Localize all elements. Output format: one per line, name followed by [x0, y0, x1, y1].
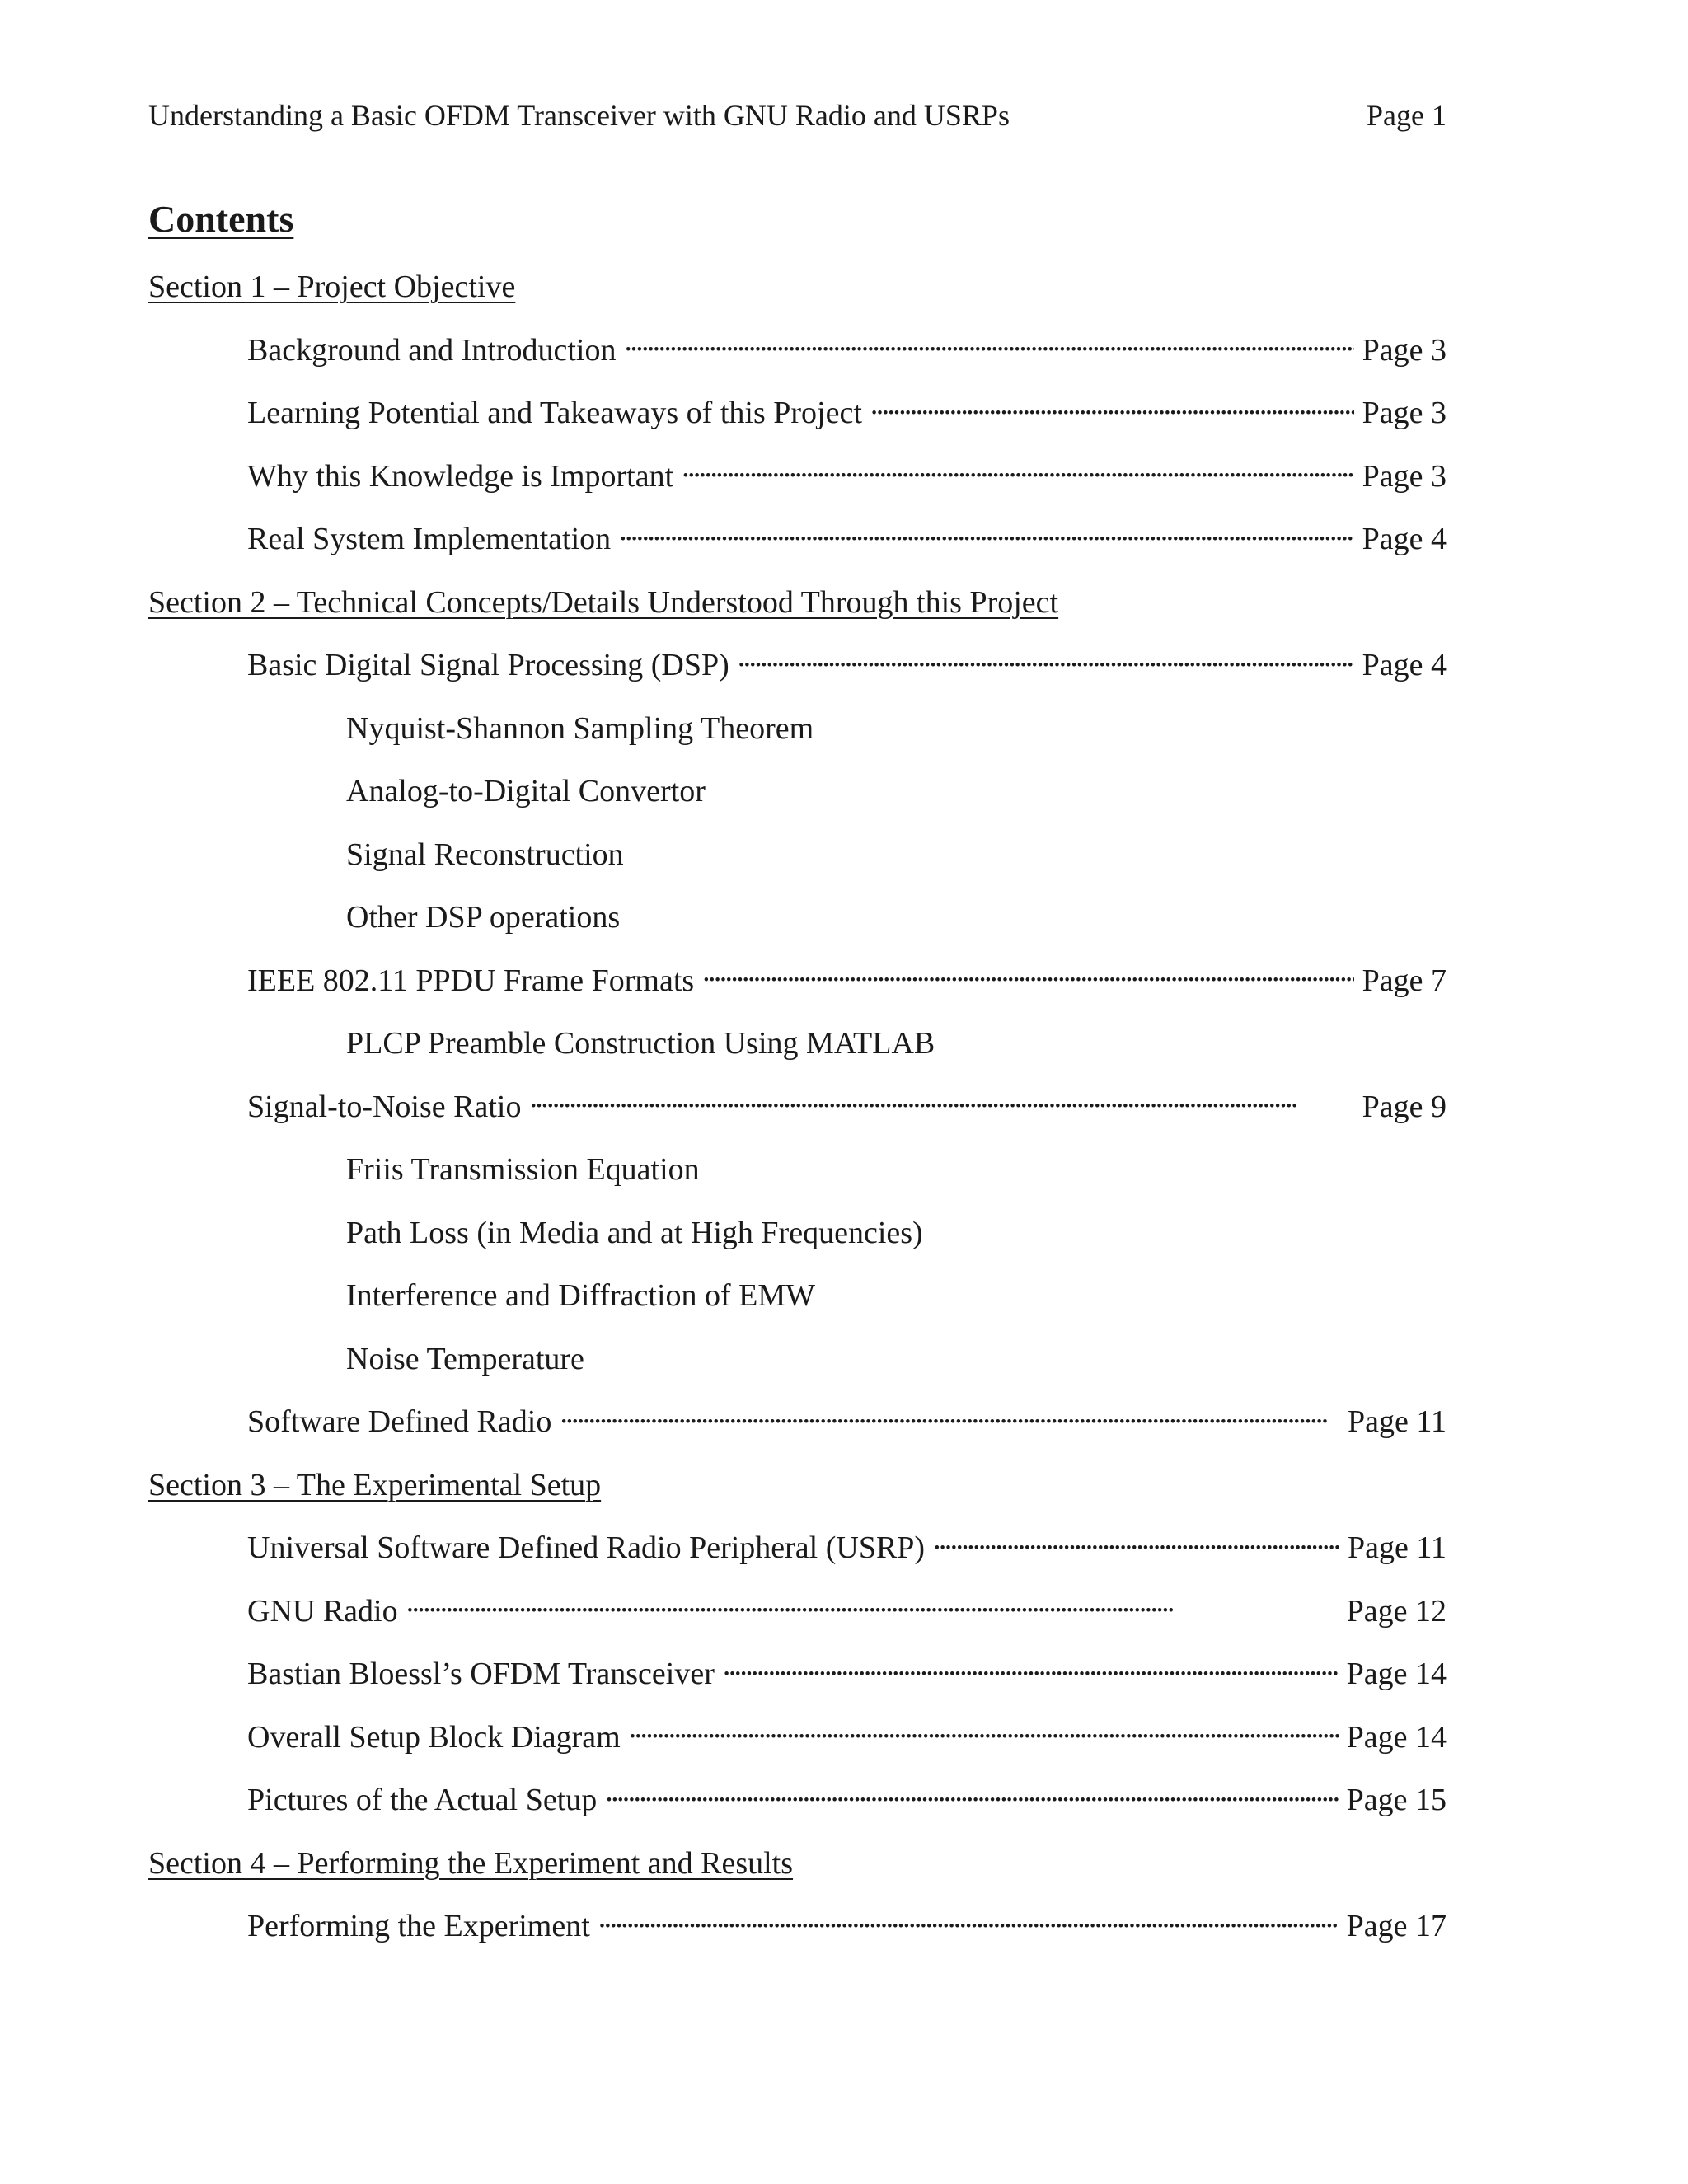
dot-leader — [870, 391, 1354, 423]
toc-entry-title: Section 4 – Performing the Experiment and Results — [148, 1845, 794, 1881]
table-of-contents — [0, 262, 1688, 1965]
toc-subentry — [0, 704, 1688, 767]
toc-page-number: Page 3 — [1362, 458, 1447, 494]
toc-entry-title: Real System Implementation — [247, 522, 612, 556]
toc-entry-title: Universal Software Defined Radio Peripheral (USRP) — [247, 1530, 926, 1565]
dot-leader — [624, 329, 1353, 360]
toc-entry — [0, 1775, 1688, 1839]
toc-row-content — [247, 326, 1447, 375]
toc-row-content — [247, 452, 1447, 501]
toc-subentry — [0, 766, 1688, 830]
toc-row-content — [346, 893, 620, 942]
toc-entry — [0, 388, 1688, 452]
dot-leader — [605, 1779, 1338, 1810]
toc-entry-title: Overall Setup Block Diagram — [247, 1719, 621, 1755]
toc-entry — [0, 640, 1688, 704]
toc-row-content — [247, 1082, 1447, 1132]
toc-entry-title: Signal-to-Noise Ratio — [247, 1089, 522, 1124]
toc-section-heading — [0, 262, 1688, 326]
toc-subentry — [0, 1334, 1688, 1398]
toc-section-heading — [0, 578, 1688, 641]
toc-entry — [0, 452, 1688, 515]
toc-page-number: Page 3 — [1362, 332, 1447, 368]
toc-page-number: Page 11 — [1348, 1530, 1447, 1565]
toc-row-content — [247, 388, 1447, 438]
toc-subentry — [0, 830, 1688, 893]
dot-leader — [619, 518, 1353, 549]
toc-entry — [0, 1397, 1688, 1460]
toc-row-content — [346, 1145, 700, 1194]
toc-page-number: Page 15 — [1346, 1783, 1447, 1817]
header-page-number: Page 1 — [1367, 99, 1447, 132]
toc-subentry — [0, 893, 1688, 956]
toc-row-content — [247, 1713, 1447, 1762]
toc-page-number: Page 7 — [1362, 963, 1447, 998]
toc-entry-title: Section 1 – Project Objective — [148, 269, 516, 304]
toc-page-number: Page 3 — [1362, 396, 1447, 430]
toc-entry-title: Analog-to-Digital Convertor — [346, 774, 706, 808]
toc-row-content — [247, 1649, 1447, 1699]
toc-page-number: Page 11 — [1348, 1404, 1447, 1439]
toc-entry-title: Section 3 – The Experimental Setup — [148, 1467, 602, 1502]
toc-subentry — [0, 1271, 1688, 1334]
toc-row-content — [148, 262, 515, 312]
toc-row-content — [148, 1460, 601, 1510]
toc-row-content — [247, 640, 1447, 690]
toc-row-content — [346, 1208, 923, 1258]
dot-leader — [406, 1590, 1339, 1621]
toc-entry-title: Why this Knowledge is Important — [247, 458, 674, 494]
toc-entry-title: Pictures of the Actual Setup — [247, 1783, 598, 1817]
toc-row-content — [346, 1334, 584, 1384]
contents-heading: Contents — [148, 198, 294, 240]
toc-row-content — [247, 1586, 1447, 1636]
toc-row-content — [346, 1019, 935, 1068]
dot-leader — [723, 1652, 1339, 1684]
toc-entry — [0, 1901, 1688, 1965]
toc-entry-title: Other DSP operations — [346, 900, 621, 935]
toc-entry-title: Path Loss (in Media and at High Frequencies) — [346, 1215, 923, 1250]
dot-leader — [529, 1085, 1353, 1117]
toc-row-content — [148, 578, 1058, 627]
toc-entry — [0, 1586, 1688, 1650]
toc-entry-title: Nyquist-Shannon Sampling Theorem — [346, 710, 814, 746]
toc-entry-title: Learning Potential and Takeaways of this Project — [247, 396, 862, 430]
toc-row-content — [148, 1839, 793, 1888]
toc-entry-title: Friis Transmission Equation — [346, 1152, 700, 1187]
toc-subentry — [0, 1208, 1688, 1272]
toc-entry — [0, 956, 1688, 1019]
toc-entry-title: Noise Temperature — [346, 1341, 584, 1376]
toc-entry — [0, 1082, 1688, 1146]
toc-entry-title: Background and Introduction — [247, 332, 617, 368]
dot-leader — [560, 1400, 1339, 1432]
dot-leader — [682, 455, 1353, 486]
toc-page-number: Page 17 — [1346, 1909, 1447, 1943]
toc-entry-title: Signal Reconstruction — [346, 837, 624, 872]
toc-row-content — [346, 766, 706, 816]
toc-entry — [0, 326, 1688, 389]
toc-section-heading — [0, 1839, 1688, 1902]
toc-subentry — [0, 1145, 1688, 1208]
toc-row-content — [346, 1271, 815, 1320]
toc-row-content — [346, 830, 624, 879]
toc-row-content — [247, 1397, 1447, 1446]
toc-page-number: Page 4 — [1362, 648, 1447, 682]
toc-entry-title: Interference and Diffraction of EMW — [346, 1278, 816, 1313]
toc-entry-title: GNU Radio — [247, 1593, 398, 1629]
dot-leader — [702, 959, 1353, 991]
toc-entry-title: Basic Digital Signal Processing (DSP) — [247, 648, 729, 682]
toc-section-heading — [0, 1460, 1688, 1524]
toc-row-content — [247, 1775, 1447, 1825]
dot-leader — [738, 644, 1354, 675]
toc-subentry — [0, 1019, 1688, 1082]
toc-entry-title: Bastian Bloessl’s OFDM Transceiver — [247, 1657, 715, 1691]
toc-page-number: Page 12 — [1346, 1593, 1447, 1629]
toc-page-number: Page 9 — [1362, 1089, 1447, 1124]
toc-entry-title: Section 2 – Technical Concepts/Details Understood Through this Project — [148, 584, 1059, 620]
toc-entry-title: Software Defined Radio — [247, 1404, 552, 1439]
toc-row-content — [247, 1523, 1447, 1572]
toc-entry — [0, 1523, 1688, 1586]
dot-leader — [629, 1716, 1339, 1747]
dot-leader — [598, 1905, 1339, 1936]
toc-row-content — [247, 1901, 1447, 1951]
toc-entry-title: IEEE 802.11 PPDU Frame Formats — [247, 963, 695, 998]
toc-entry — [0, 514, 1688, 578]
toc-page-number: Page 14 — [1346, 1657, 1447, 1691]
toc-page-number: Page 14 — [1346, 1719, 1447, 1755]
toc-page-number: Page 4 — [1362, 522, 1447, 556]
header-title: Understanding a Basic OFDM Transceiver with GNU Radio and USRPs — [148, 99, 1010, 132]
toc-entry-title: Performing the Experiment — [247, 1909, 590, 1943]
toc-entry-title: PLCP Preamble Construction Using MATLAB — [346, 1026, 935, 1061]
toc-row-content — [247, 514, 1447, 564]
toc-entry — [0, 1713, 1688, 1776]
toc-row-content — [247, 956, 1447, 1005]
toc-entry — [0, 1649, 1688, 1713]
dot-leader — [933, 1526, 1339, 1558]
toc-row-content — [346, 704, 814, 753]
